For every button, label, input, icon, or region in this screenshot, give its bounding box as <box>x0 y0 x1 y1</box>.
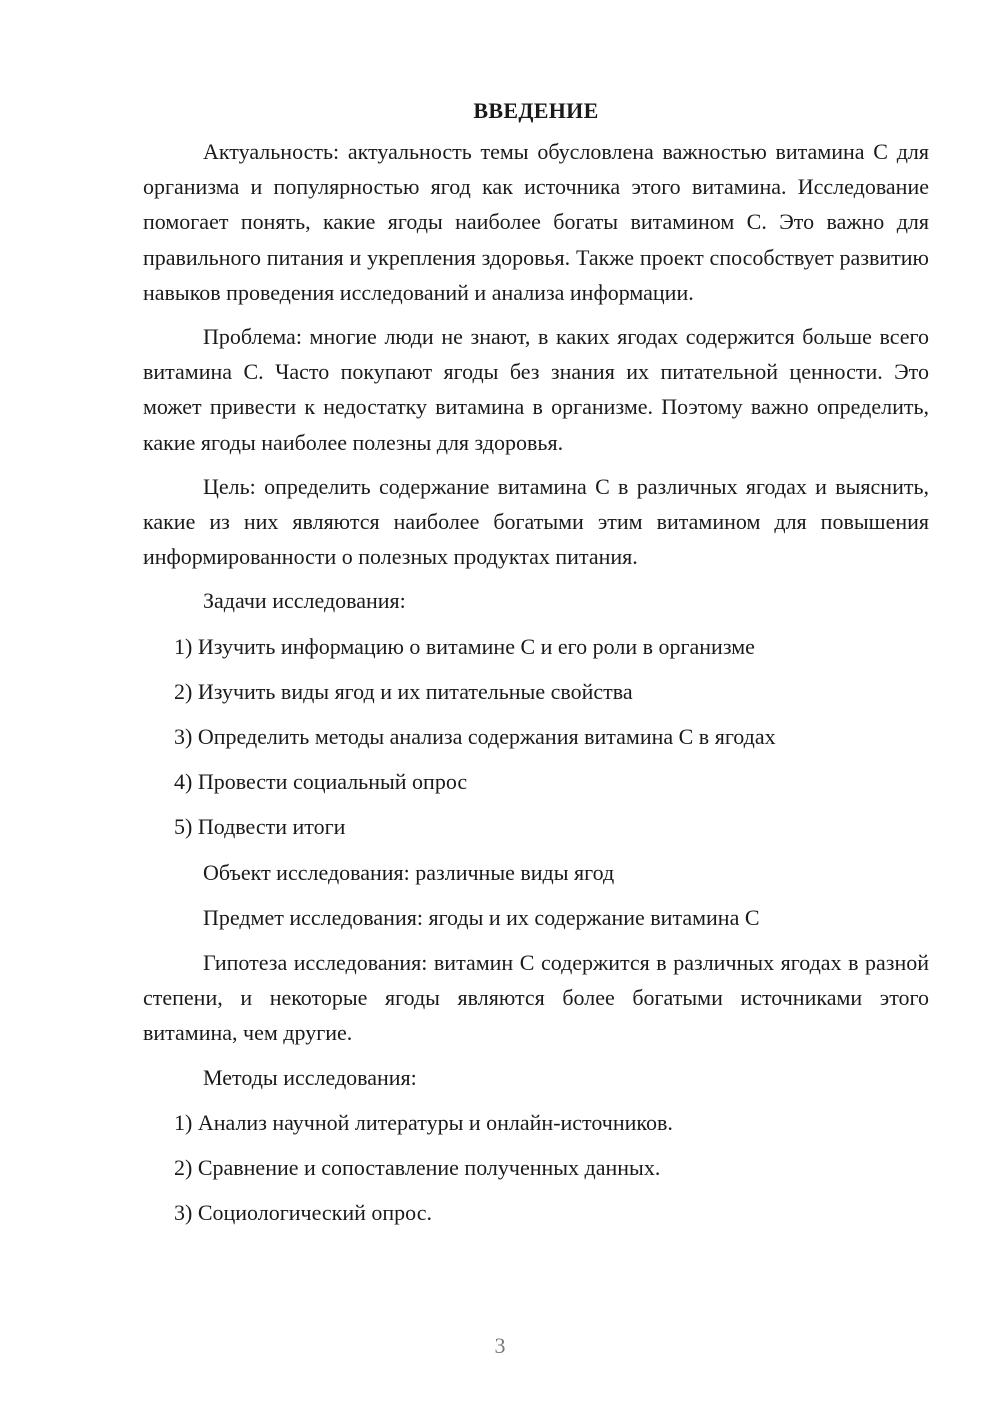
relevance-paragraph: Актуальность: актуальность темы обусловлена важностью витамина С для организма и популярностью ягод как источника этого витамина. Исследование помогает понять, какие ягоды наиболее богаты витамином С. Это важно для правильного питания и укрепления здоровья. Также проект способствует развитию навыков проведения исследований и анализа информации. <box>143 139 929 305</box>
research-object: Объект исследования: различные виды ягод <box>203 859 615 885</box>
method-item: 2) Сравнение и сопоставление полученных данных. <box>174 1155 661 1181</box>
task-item: 2) Изучить виды ягод и их питательные свойства <box>174 678 633 704</box>
task-item: 5) Подвести итоги <box>174 814 346 840</box>
research-subject: Предмет исследования: ягоды и их содержание витамина С <box>203 904 760 930</box>
methods-heading: Методы исследования: <box>203 1064 417 1090</box>
task-item: 4) Провести социальный опрос <box>174 769 468 795</box>
method-item: 3) Социологический опрос. <box>174 1200 432 1226</box>
problem-paragraph: Проблема: многие люди не знают, в каких ягодах содержится больше всего витамина С. Часто покупают ягоды без знания их питательной ценности. Это может привести к недостатку витамина в организме. Поэтому важно определить, какие ягоды наиболее полезны для здоровья. <box>143 324 929 455</box>
document-page <box>143 95 929 1240</box>
hypothesis-paragraph: Гипотеза исследования: витамин С содержится в различных ягодах в разной степени, и некоторые ягоды являются более богатыми источниками этого витамина, чем другие. <box>143 950 929 1046</box>
tasks-heading: Задачи исследования: <box>203 588 406 614</box>
method-item: 1) Анализ научной литературы и онлайн-источников. <box>174 1109 673 1135</box>
page-number: 3 <box>494 1333 506 1358</box>
task-item: 1) Изучить информацию о витамине С и его роли в организме <box>174 633 755 659</box>
task-item: 3) Определить методы анализа содержания витамина С в ягодах <box>174 724 776 750</box>
section-title: ВВЕДЕНИЕ <box>473 98 599 123</box>
goal-paragraph: Цель: определить содержание витамина С в различных ягодах и выяснить, какие из них являются наиболее богатыми этим витамином для повышения информированности о полезных продуктах питания. <box>143 473 929 570</box>
